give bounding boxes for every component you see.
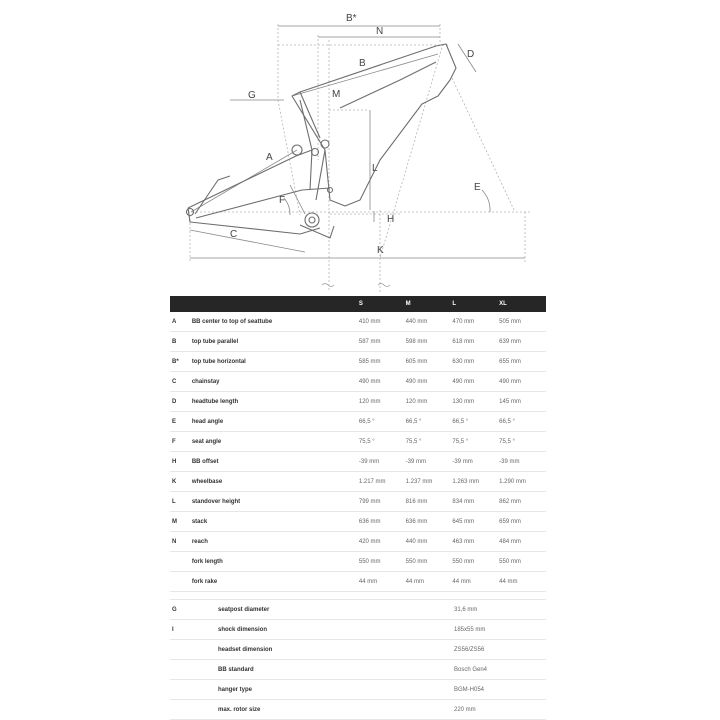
row-value-s: 75,5 ° — [359, 432, 406, 452]
table-row — [170, 680, 546, 700]
label-n: N — [376, 26, 384, 37]
row-value-s: -39 mm — [359, 452, 406, 472]
row-value-xl: 145 mm — [499, 392, 546, 412]
row-value-s: 66,5 ° — [359, 412, 406, 432]
table-row — [170, 552, 546, 572]
row-value-xl: 490 mm — [499, 372, 546, 392]
row-value-m: 66,5 ° — [406, 412, 453, 432]
label-g: G — [248, 90, 256, 101]
row-letter: D — [170, 392, 192, 412]
row-value-s: 490 mm — [359, 372, 406, 392]
row-value-l: 66,5 ° — [452, 412, 499, 432]
row-value-l: 463 mm — [452, 532, 499, 552]
row-value-l: 618 mm — [452, 332, 499, 352]
row-value-m: 605 mm — [406, 352, 453, 372]
label-b: B — [359, 58, 366, 69]
row-value-l: -39 mm — [452, 452, 499, 472]
row-letter: K — [170, 472, 192, 492]
row-value-m: 636 mm — [406, 512, 453, 532]
row-label: headtube length — [192, 392, 359, 412]
row-letter: L — [170, 492, 192, 512]
header-size-m: M — [406, 296, 453, 312]
table-row — [170, 640, 546, 660]
row-value-s: 44 mm — [359, 572, 406, 592]
row-value-s: 550 mm — [359, 552, 406, 572]
row-value-m: 440 mm — [406, 312, 453, 332]
row-label: wheelbase — [192, 472, 359, 492]
row-value-m: 1.237 mm — [406, 472, 453, 492]
label-a: A — [266, 152, 273, 163]
table-row — [170, 472, 546, 492]
table-row — [170, 392, 546, 412]
table-row — [170, 512, 546, 532]
spec-label: hanger type — [218, 680, 454, 700]
bike-frame — [187, 44, 457, 238]
table-row — [170, 660, 546, 680]
spec-letter — [170, 680, 218, 700]
row-letter: A — [170, 312, 192, 332]
header-label — [192, 296, 359, 312]
row-value-m: 598 mm — [406, 332, 453, 352]
row-value-s: 410 mm — [359, 312, 406, 332]
row-value-xl: 66,5 ° — [499, 412, 546, 432]
row-letter: B — [170, 332, 192, 352]
row-value-xl: 639 mm — [499, 332, 546, 352]
label-c: C — [230, 229, 238, 240]
label-k: K — [377, 245, 384, 256]
row-label: reach — [192, 532, 359, 552]
row-value-m: 75,5 ° — [406, 432, 453, 452]
spec-label: seatpost diameter — [218, 600, 454, 620]
row-value-xl: 659 mm — [499, 512, 546, 532]
row-value-l: 130 mm — [452, 392, 499, 412]
row-value-m: -39 mm — [406, 452, 453, 472]
spec-value: BGM-H054 — [454, 680, 546, 700]
spec-label: BB standard — [218, 660, 454, 680]
row-value-s: 636 mm — [359, 512, 406, 532]
label-f: F — [279, 195, 286, 206]
row-value-xl: -39 mm — [499, 452, 546, 472]
spec-value: 220 mm — [454, 700, 546, 720]
row-label: chainstay — [192, 372, 359, 392]
row-label: seat angle — [192, 432, 359, 452]
table-row — [170, 572, 546, 592]
row-value-s: 420 mm — [359, 532, 406, 552]
header-size-xl: XL — [499, 296, 546, 312]
table-row — [170, 312, 546, 332]
table-row — [170, 372, 546, 392]
table-row — [170, 332, 546, 352]
row-value-xl: 44 mm — [499, 572, 546, 592]
row-letter: E — [170, 412, 192, 432]
spec-label: max. rotor size — [218, 700, 454, 720]
row-value-xl: 550 mm — [499, 552, 546, 572]
header-letter — [170, 296, 192, 312]
header-size-s: S — [359, 296, 406, 312]
spec-label: headset dimension — [218, 640, 454, 660]
row-value-s: 585 mm — [359, 352, 406, 372]
spec-letter: G — [170, 600, 218, 620]
frame-geometry-diagram — [0, 0, 720, 300]
row-value-l: 75,5 ° — [452, 432, 499, 452]
label-e: E — [474, 182, 481, 193]
spec-value: 31,6 mm — [454, 600, 546, 620]
row-label: fork length — [192, 552, 359, 572]
spec-letter — [170, 640, 218, 660]
row-letter: C — [170, 372, 192, 392]
row-value-xl: 655 mm — [499, 352, 546, 372]
row-value-l: 550 mm — [452, 552, 499, 572]
row-value-m: 440 mm — [406, 532, 453, 552]
row-label: BB offset — [192, 452, 359, 472]
row-label: top tube horizontal — [192, 352, 359, 372]
table-row — [170, 492, 546, 512]
spec-label: shock dimension — [218, 620, 454, 640]
spec-value: ZS56/ZS56 — [454, 640, 546, 660]
row-value-s: 1.217 mm — [359, 472, 406, 492]
row-value-s: 587 mm — [359, 332, 406, 352]
row-value-l: 490 mm — [452, 372, 499, 392]
row-value-l: 834 mm — [452, 492, 499, 512]
row-value-l: 44 mm — [452, 572, 499, 592]
row-label: standover height — [192, 492, 359, 512]
row-value-l: 630 mm — [452, 352, 499, 372]
row-letter: B* — [170, 352, 192, 372]
label-b-star: B* — [346, 13, 357, 24]
row-label: fork rake — [192, 572, 359, 592]
row-letter: H — [170, 452, 192, 472]
row-label: BB center to top of seattube — [192, 312, 359, 332]
spec-value: 185x55 mm — [454, 620, 546, 640]
table-row — [170, 352, 546, 372]
dimension-lines — [190, 26, 525, 287]
row-value-m: 490 mm — [406, 372, 453, 392]
row-value-s: 120 mm — [359, 392, 406, 412]
row-letter: N — [170, 532, 192, 552]
row-value-m: 44 mm — [406, 572, 453, 592]
row-value-xl: 75,5 ° — [499, 432, 546, 452]
row-value-m: 120 mm — [406, 392, 453, 412]
geometry-table — [170, 296, 546, 592]
geometry-header-row — [170, 296, 546, 312]
table-row — [170, 412, 546, 432]
row-label: top tube parallel — [192, 332, 359, 352]
row-value-m: 550 mm — [406, 552, 453, 572]
table-row — [170, 432, 546, 452]
spec-table — [170, 599, 546, 720]
row-value-xl: 1.290 mm — [499, 472, 546, 492]
row-value-l: 470 mm — [452, 312, 499, 332]
row-value-xl: 484 mm — [499, 532, 546, 552]
row-label: head angle — [192, 412, 359, 432]
row-letter: M — [170, 512, 192, 532]
row-value-s: 799 mm — [359, 492, 406, 512]
row-value-xl: 862 mm — [499, 492, 546, 512]
row-label: stack — [192, 512, 359, 532]
row-letter: F — [170, 432, 192, 452]
spec-letter — [170, 700, 218, 720]
row-letter — [170, 572, 192, 592]
label-d: D — [467, 49, 475, 60]
spec-letter — [170, 660, 218, 680]
table-row — [170, 452, 546, 472]
table-row — [170, 532, 546, 552]
row-value-xl: 505 mm — [499, 312, 546, 332]
spec-letter: I — [170, 620, 218, 640]
row-letter — [170, 552, 192, 572]
spec-value: Bosch Gen4 — [454, 660, 546, 680]
row-value-l: 1.263 mm — [452, 472, 499, 492]
table-row — [170, 620, 546, 640]
label-m: M — [332, 89, 341, 100]
label-h: H — [387, 214, 395, 225]
table-row — [170, 700, 546, 720]
row-value-m: 816 mm — [406, 492, 453, 512]
header-size-l: L — [452, 296, 499, 312]
table-row — [170, 600, 546, 620]
label-l: L — [372, 163, 378, 174]
row-value-l: 645 mm — [452, 512, 499, 532]
